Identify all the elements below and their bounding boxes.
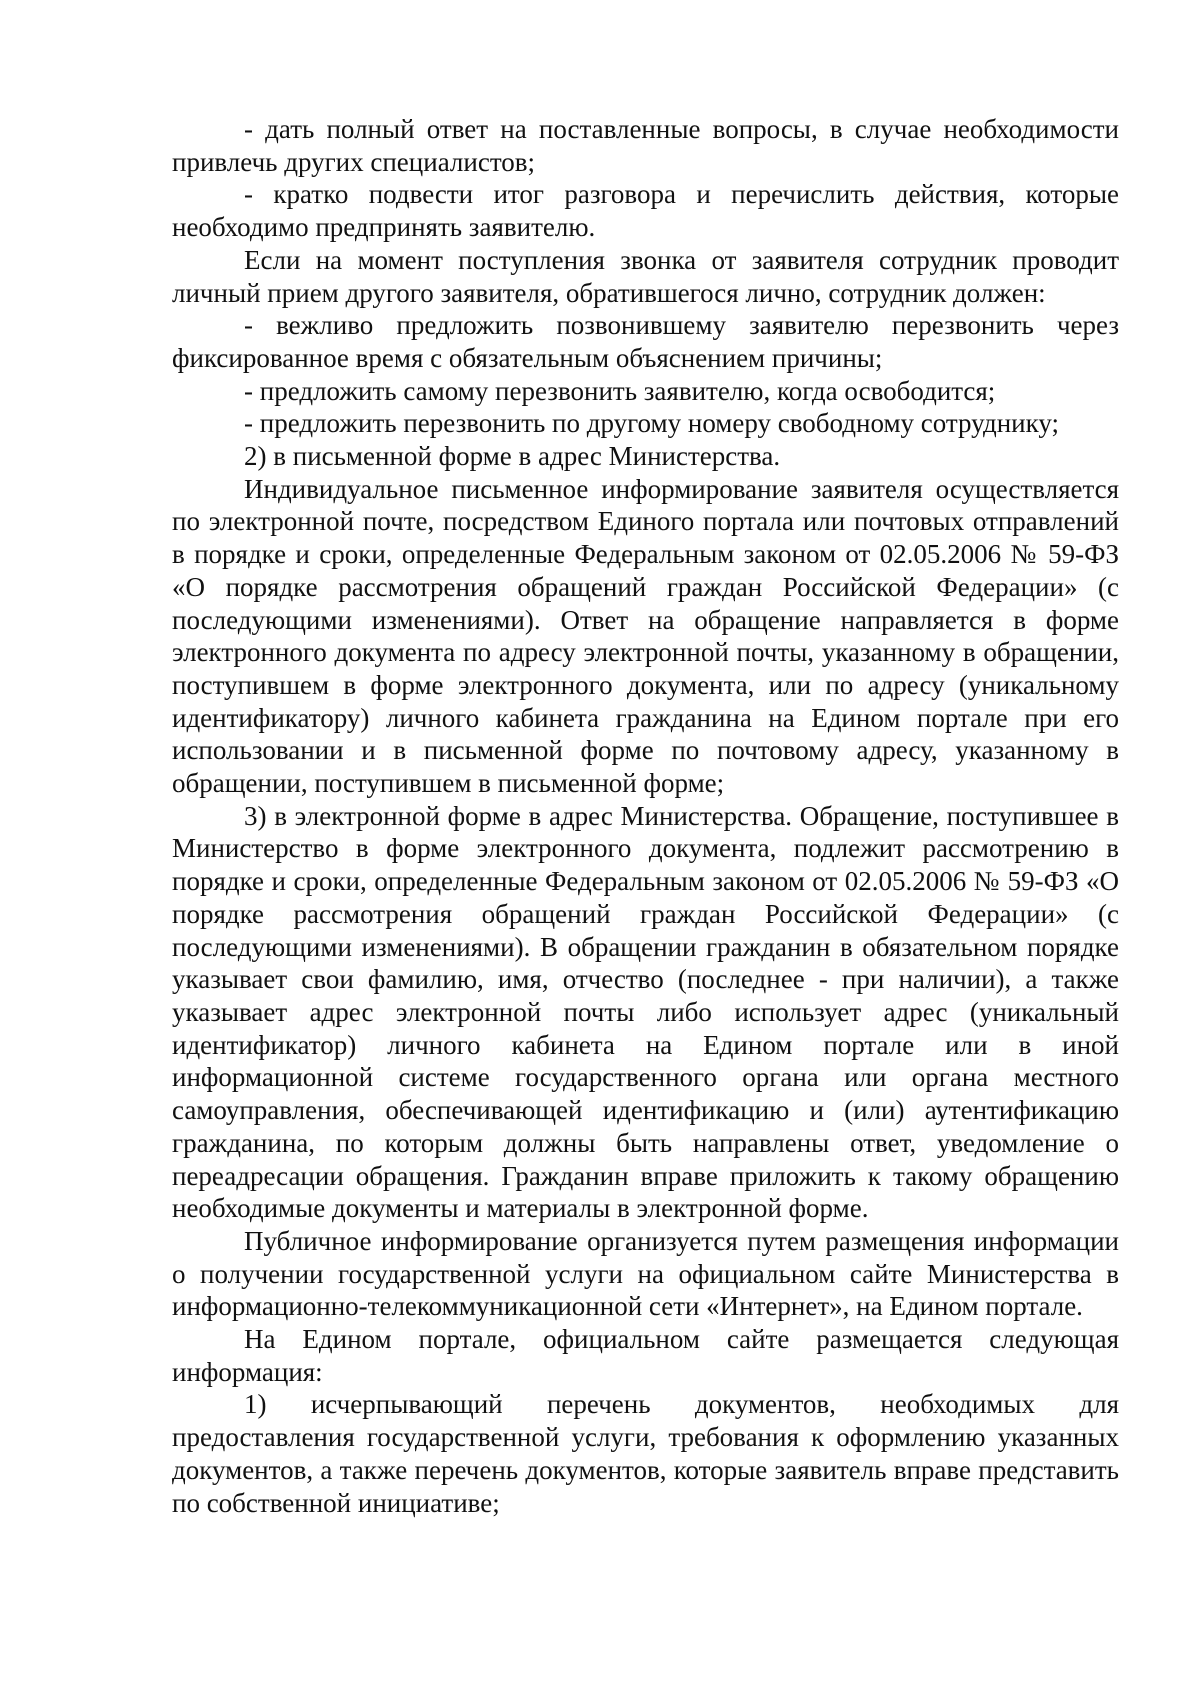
document-body: [172, 113, 1119, 1519]
paragraph-offer-callback-later: - вежливо предложить позвонившему заявителю перезвонить через фиксированное время с обязательным объяснением причины;: [172, 310, 1119, 373]
paragraph-summarize-call: - кратко подвести итог разговора и перечислить действия, которые необходимо предпринять заявителю.: [172, 179, 1119, 243]
paragraph-written-form: 2) в письменной форме в адрес Министерства.: [244, 441, 781, 472]
paragraph-portal-info-intro: На Едином портале, официальном сайте размещается следующая информация:: [172, 1324, 1119, 1387]
paragraph-public-informing: Публичное информирование организуется путем размещения информации о получении государственной услуги на официальном сайте Министерства в информационно-телекоммуникационной сети «Интернет», на Едином портале.: [172, 1225, 1119, 1322]
paragraph-full-answer: - дать полный ответ на поставленные вопросы, в случае необходимости привлечь других специалистов;: [172, 114, 1119, 177]
paragraph-documents-list: 1) исчерпывающий перечень документов, необходимых для предоставления государственной услуги, требования к оформлению указанных документов, а также перечень документов, которые заявитель вправе представить по собственной инициативе;: [172, 1389, 1119, 1518]
paragraph-call-during-reception: Если на момент поступления звонка от заявителя сотрудник проводит личный прием другого заявителя, обратившегося лично, сотрудник должен:: [172, 244, 1119, 308]
paragraph-individual-written-informing: Индивидуальное письменное информирование заявителя осуществляется по электронной почте, посредством Единого портала или почтовых отправлений в порядке и сроки, определенные Федеральным законом от 02.05.2006 № 59-ФЗ «О порядке рассмотрения обращений граждан Российской Федерации» (с последующими изменениями). Ответ на обращение направляется в форме электронного документа по адресу электронной почты, указанному в обращении, поступившем в форме электронного документа, или по адресу (уникальному идентификатору) личного кабинета гражданина на Едином портале при его использовании и в письменной форме по почтовому адресу, указанному в обращении, поступившем в письменной форме;: [172, 473, 1119, 799]
paragraph-offer-other-number: - предложить перезвонить по другому номеру свободному сотруднику;: [244, 408, 1059, 439]
paragraph-electronic-form: 3) в электронной форме в адрес Министерства. Обращение, поступившее в Министерство в форме электронного документа, подлежит рассмотрению в порядке и сроки, определенные Федеральным законом от 02.05.2006 № 59-ФЗ «О порядке рассмотрения обращений граждан Российской Федерации» (с последующими изменениями). В обращении гражданин в обязательном порядке указывает свои фамилию, имя, отчество (последнее - при наличии), а также указывает адрес электронной почты либо использует адрес (уникальный идентификатор) личного кабинета на Едином портале или в иной информационной системе государственного органа или органа местного самоуправления, обеспечивающей идентификацию и (или) аутентификацию гражданина, по которым должны быть направлены ответ, уведомление о переадресации обращения. Гражданин вправе приложить к такому обращению необходимые документы и материалы в электронной форме.: [172, 800, 1119, 1224]
paragraph-offer-self-callback: - предложить самому перезвонить заявителю, когда освободится;: [244, 375, 996, 406]
